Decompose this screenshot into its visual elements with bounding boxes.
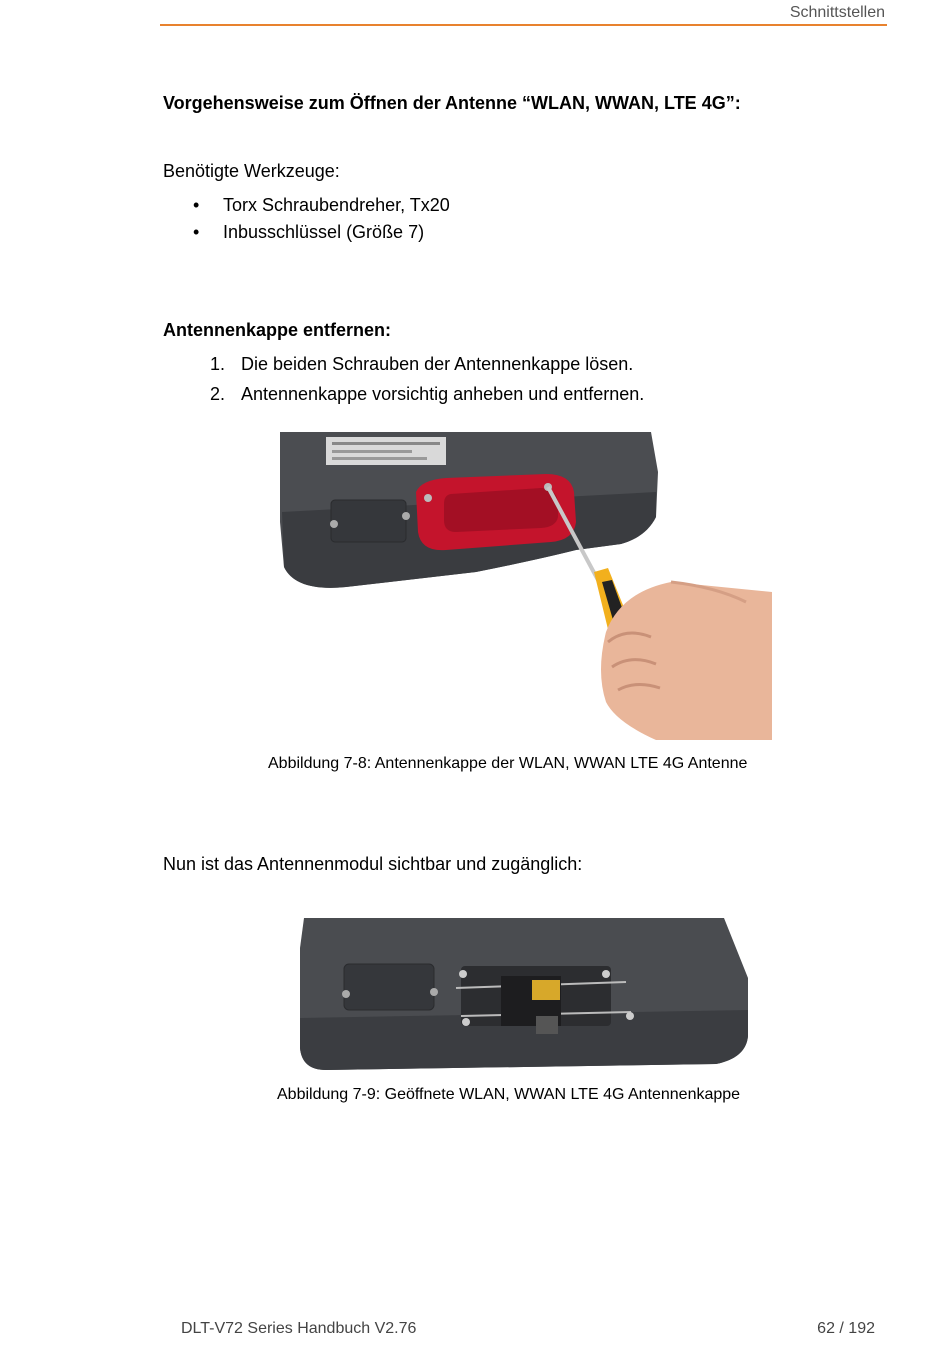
step-text: Antennenkappe vorsichtig anheben und entfernen. <box>241 384 645 404</box>
step-number: 1. <box>210 354 226 374</box>
module-text: Nun ist das Antennenmodul sichtbar und zugänglich: <box>163 854 583 874</box>
figure-caption: Abbildung 7-8: Antennenkappe der WLAN, WWAN LTE 4G Antenne <box>268 755 748 772</box>
antenna-cap-illustration <box>276 432 772 740</box>
tools-label: Benötigte Werkzeuge: <box>163 161 340 181</box>
footer-page-number: 62 / 192 <box>817 1320 875 1337</box>
header-section-title: Schnittstellen <box>789 4 885 21</box>
tools-list-item <box>193 222 424 243</box>
step-item <box>210 354 633 375</box>
tool-text: Torx Schraubendreher, Tx20 <box>223 195 450 215</box>
footer-document-title: DLT-V72 Series Handbuch V2.76 <box>181 1320 417 1337</box>
figure-caption: Abbildung 7-9: Geöffnete WLAN, WWAN LTE 4G Antennenkappe <box>277 1086 741 1103</box>
step-text: Die beiden Schrauben der Antennenkappe lösen. <box>241 354 634 374</box>
bullet-icon: • <box>193 195 200 215</box>
figure-antenna-cap-photo <box>276 432 772 740</box>
figure-open-antenna-photo <box>296 918 752 1074</box>
step-item <box>210 384 644 405</box>
tools-list-item <box>193 195 450 216</box>
remove-cap-heading: Antennenkappe entfernen: <box>163 320 392 340</box>
open-antenna-illustration <box>296 918 752 1074</box>
step-number: 2. <box>210 384 226 404</box>
tool-text: Inbusschlüssel (Größe 7) <box>223 222 425 242</box>
bullet-icon: • <box>193 222 200 242</box>
header-divider <box>160 24 887 26</box>
main-heading: Vorgehensweise zum Öffnen der Antenne “WLAN, WWAN, LTE 4G”: <box>163 93 741 113</box>
